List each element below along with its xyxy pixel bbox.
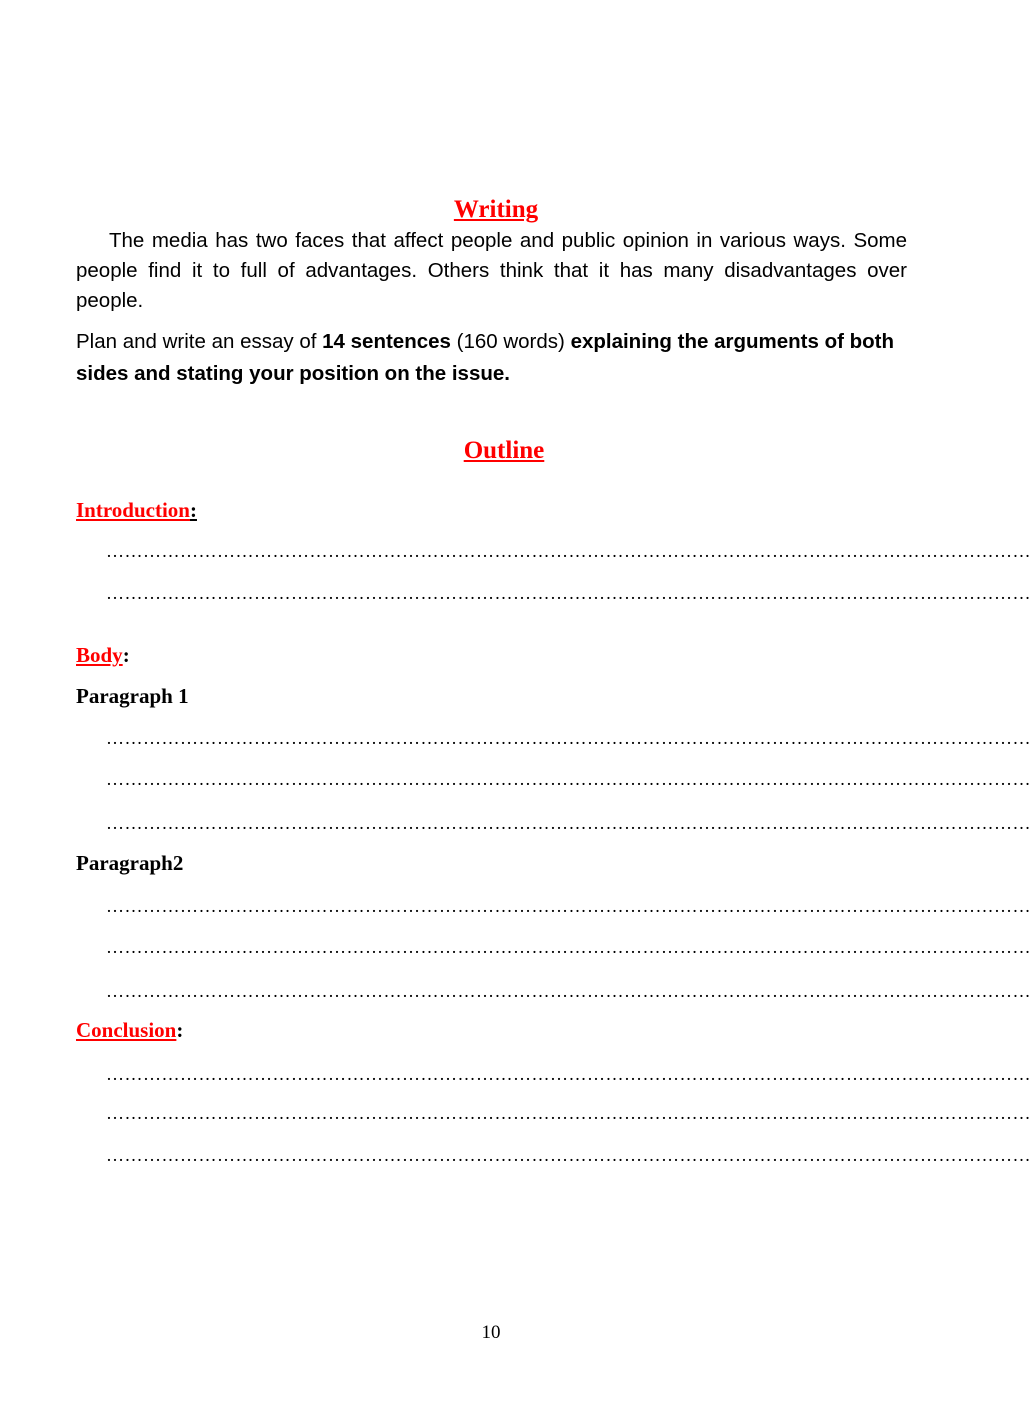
paragraph1-heading: Paragraph 1 — [76, 684, 189, 708]
introduction-label: Introduction — [76, 498, 190, 522]
introduction-heading — [76, 498, 197, 523]
paragraph2-line-3[interactable]: …………………………………………………………………………………………………………………………………… — [106, 981, 1031, 1001]
paragraph1-line-2[interactable]: …………………………………………………………………………………………………………………………………… — [106, 769, 1031, 789]
conclusion-line-2[interactable]: …………………………………………………………………………………………………………………………………… — [106, 1103, 1031, 1123]
paragraph1-line-3[interactable]: …………………………………………………………………………………………………………………………………… — [106, 813, 1031, 833]
paragraph2-line-2[interactable]: …………………………………………………………………………………………………………………………………… — [106, 937, 1031, 957]
page-number: 10 — [481, 1322, 501, 1343]
body-colon: : — [122, 643, 130, 667]
outline-title: Outline — [463, 437, 545, 464]
task-word-count: (160 words) — [450, 330, 571, 353]
writing-task — [76, 326, 907, 390]
introduction-colon: : — [189, 498, 197, 522]
conclusion-line-3[interactable]: …………………………………………………………………………………………………………………………………… — [106, 1145, 1031, 1165]
conclusion-heading — [76, 1018, 183, 1043]
writing-prompt-paragraph: The media has two faces that affect people and public opinion in various ways. Some people find it to full of advantages. Others think that it has many disadvantages over people. — [76, 229, 907, 312]
paragraph2-heading: Paragraph2 — [76, 851, 184, 875]
writing-title: Writing — [453, 196, 539, 223]
task-prefix: Plan and write an essay of — [76, 330, 323, 353]
introduction-line-1[interactable]: …………………………………………………………………………………………………………………………………… — [106, 541, 1031, 561]
paragraph1-line-1[interactable]: …………………………………………………………………………………………………………………………………… — [106, 728, 1031, 748]
task-sentence-count: 14 sentences — [322, 330, 451, 353]
conclusion-colon: : — [176, 1018, 184, 1042]
introduction-line-2[interactable]: …………………………………………………………………………………………………………………………………… — [106, 583, 1031, 603]
conclusion-line-1[interactable]: …………………………………………………………………………………………………………………………………… — [106, 1064, 1031, 1084]
body-heading — [76, 643, 130, 668]
body-label: Body — [76, 643, 123, 667]
conclusion-label: Conclusion — [76, 1018, 177, 1042]
paragraph2-line-1[interactable]: …………………………………………………………………………………………………………………………………… — [106, 896, 1031, 916]
task-instruction: explaining the arguments of both sides and stating your position on the issue. — [76, 330, 895, 385]
